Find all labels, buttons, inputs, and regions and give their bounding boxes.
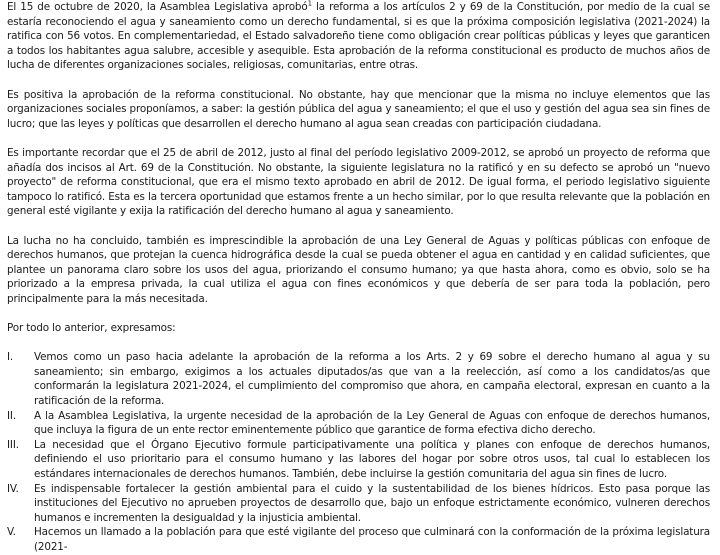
list-item-text: Vemos como un paso hacia adelante la aprobación de la reforma a los Arts. 2 y 69 sobre el derecho humano al agua y su saneamiento; sin embargo, exigimos a los actuales diputados/as que van a la reelección, así como a los candidatos/as que conformarán la legislatura 2021-2024, el cumplimiento del compromiso que ahora, en campaña electoral, expresan en cuanto a la ratificación de la reforma. <box>34 351 710 408</box>
list-item-text: La necesidad que el Órgano Ejecutivo formule participativamente una política y planes con enfoque de derechos humanos, definiendo el uso prioritario para el consumo humano y las labores del hogar por sobre otros usos, tal cual lo establecen los estándares internacionales de derechos humanos. También, debe incluirse la gestión comunitaria del agua sin fines de lucro. <box>34 438 710 480</box>
paragraph-positive-reform: Es positiva la aprobación de la reforma constitucional. No obstante, hay que mencionar que la misma no incluye elementos que las organizaciones sociales proponíamos, a saber: la gestión pública del agua y saneamiento; el que el uso y gestión del agua sea sin fines de lucro; que las leyes y políticas que desarrollen el derecho humano al agua sean creadas con participación ciudadana. <box>7 88 710 130</box>
list-item-text: A la Asamblea Legislativa, la urgente necesidad de la aprobación de la Ley General de Aguas con enfoque de derechos humanos, que incluya la figura de un ente rector eminentemente público que garantice de forma efectiva dicho derecho. <box>34 409 710 437</box>
document-page <box>7 0 710 555</box>
list-item <box>7 438 710 482</box>
paragraph-intro-rest: la reforma a los artículos 2 y 69 de la Constitución, por medio de la cual se estaría reconociendo el agua y saneamiento como un derecho fundamental, si es que la próxima composición legislativa (2021-2024) la ratifica con 56 votos. En complementariedad, el Estado salvadoreño tiene como obligación crear políticas públicas y leyes que garanticen a todos los habitantes agua salubre, accesible y asequible. Esta aprobación de la reforma constitucional es producto de muchos años de lucha de diferentes organizaciones sociales, religiosas, comunitarias, entre otras. <box>7 1 711 72</box>
paragraph-struggle: La lucha no ha concluido, también es imprescindible la aprobación de una Ley General de Aguas y políticas públicas con enfoque de derechos humanos, que protejan la cuenca hidrográfica desde la cual se pueda obtener el agua en cantidad y en calidad suficientes, que plantee un panorama claro sobre los usos del agua, priorizando el consumo humano; ya que hasta ahora, como es obvio, solo se ha priorizado a la empresa privada, la cual utiliza el agua con fines económicos y que debería de ser para toda la población, pero principalmente para la más necesitada. <box>7 234 710 305</box>
paragraph-intro-start: El 15 de octubre de 2020, la Asamblea Legislativa aprobó <box>7 1 308 13</box>
footnote-marker[interactable]: 1 <box>307 0 312 8</box>
list-item-number: I. <box>7 351 14 364</box>
list-item <box>7 525 710 554</box>
list-item-number: IV. <box>7 482 19 495</box>
paragraph-intro <box>7 0 710 73</box>
list-item <box>7 350 710 408</box>
list-item-number: V. <box>7 526 16 539</box>
demands-list <box>7 350 710 554</box>
list-item <box>7 482 710 526</box>
list-item-number: III. <box>7 438 19 451</box>
list-item-text: Hacemos un llamado a la población para que esté vigilante del proceso que culminará con la conformación de la próxima legislatura (2021- <box>34 526 710 553</box>
list-item-number: II. <box>7 409 16 422</box>
list-item-text: Es indispensable fortalecer la gestión ambiental para el cuido y la sustentabilidad de los bienes hídricos. Esto pasa porque las instituciones del Ejecutivo no aprueben proyectos de desarrollo que, bajo un enfoque estrictamente económico, vulneren derechos humanos e incrementen la desigualdad y la injusticia ambiental. <box>34 482 710 524</box>
paragraph-we-express: Por todo lo anterior, expresamos: <box>7 322 176 335</box>
list-item <box>7 409 710 438</box>
paragraph-history-2012: Es importante recordar que el 25 de abril de 2012, justo al final del período legislativo 2009-2012, se aprobó un proyecto de reforma que añadía dos incisos al Art. 69 de la Constitución. No obstante, la siguiente legislatura no la ratificó y en su defecto se aprobó un "nuevo proyecto" de reforma constitucional, que era el mismo texto aprobado en abril de 2012. De igual forma, el periodo legislativo siguiente tampoco lo ratificó. Esta es la tercera oportunidad que estamos frente a un hecho similar, por lo que resulta relevante que la población en general esté vigilante y exija la ratificación del derecho humano al agua y saneamiento. <box>7 146 710 218</box>
